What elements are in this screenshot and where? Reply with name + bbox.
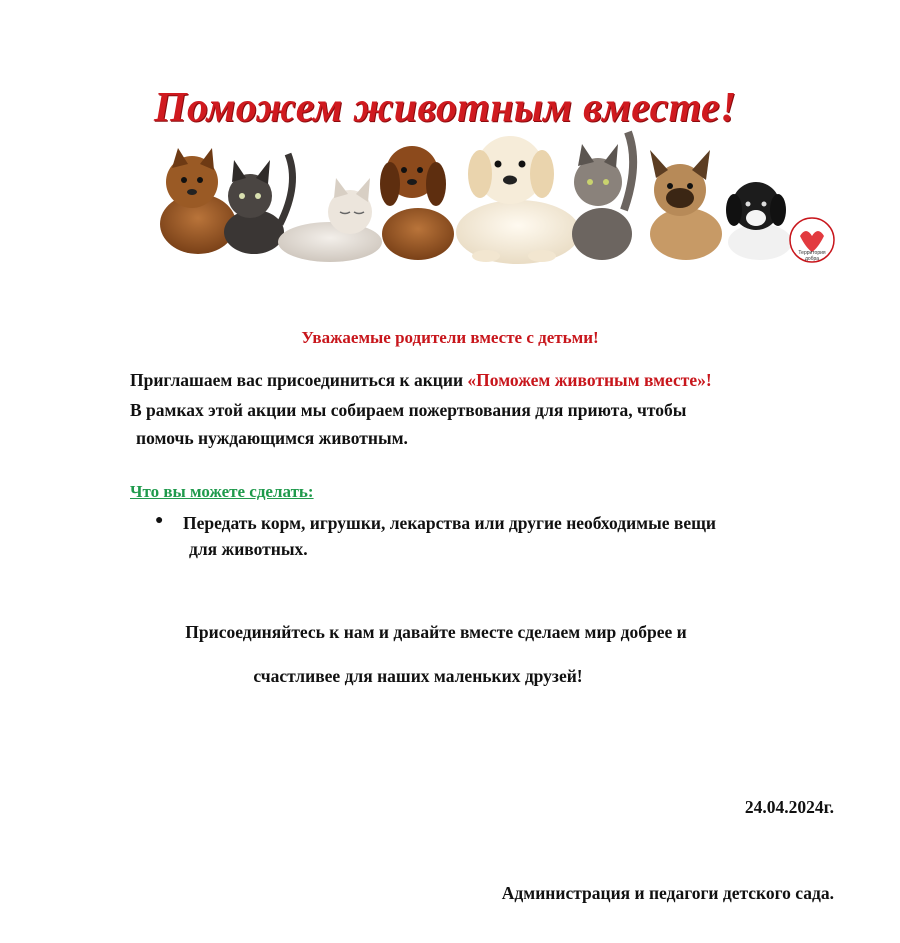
what-you-can-do-heading: Что вы можете сделать: xyxy=(130,482,314,501)
closing-line-2: счастливее для наших маленьких друзей! xyxy=(253,666,583,686)
campaign-name: «Поможем животным вместе»! xyxy=(467,370,712,390)
letter-date: 24.04.2024г. xyxy=(744,797,834,817)
charity-logo xyxy=(790,218,834,262)
bullet-line-2: для животных. xyxy=(189,539,308,559)
intro-line xyxy=(130,370,712,391)
spitz-puppy xyxy=(160,148,236,254)
french-bulldog-puppy xyxy=(650,150,722,260)
banner xyxy=(150,74,840,264)
grey-tabby-kitten xyxy=(572,132,633,260)
bullet-icon: ● xyxy=(155,513,164,528)
animals-illustration xyxy=(150,124,840,264)
greeting: Уважаемые родители вместе с детьми! xyxy=(301,328,599,347)
labrador-puppy xyxy=(456,136,580,264)
intro-prefix: Приглашаем вас присоединиться к акции xyxy=(130,370,468,390)
intro-line-2: В рамках этой акции мы собираем пожертвования для приюта, чтобы xyxy=(130,400,687,420)
signature: Администрация и педагоги детского сада. xyxy=(501,883,834,903)
logo-text-top: Территория xyxy=(798,250,826,256)
black-white-puppy xyxy=(726,182,792,260)
closing-line-1: Присоединяйтесь к нам и давайте вместе сделаем мир добрее и xyxy=(185,622,687,642)
intro-line-3: помочь нуждающимся животным. xyxy=(136,428,408,448)
logo-text-bottom: добра xyxy=(804,256,820,262)
dachshund-puppy xyxy=(380,146,454,260)
bullet-line-1: Передать корм, игрушки, лекарства или другие необходимые вещи xyxy=(183,513,716,533)
banner-title: Поможем животным вместе! xyxy=(154,85,737,131)
